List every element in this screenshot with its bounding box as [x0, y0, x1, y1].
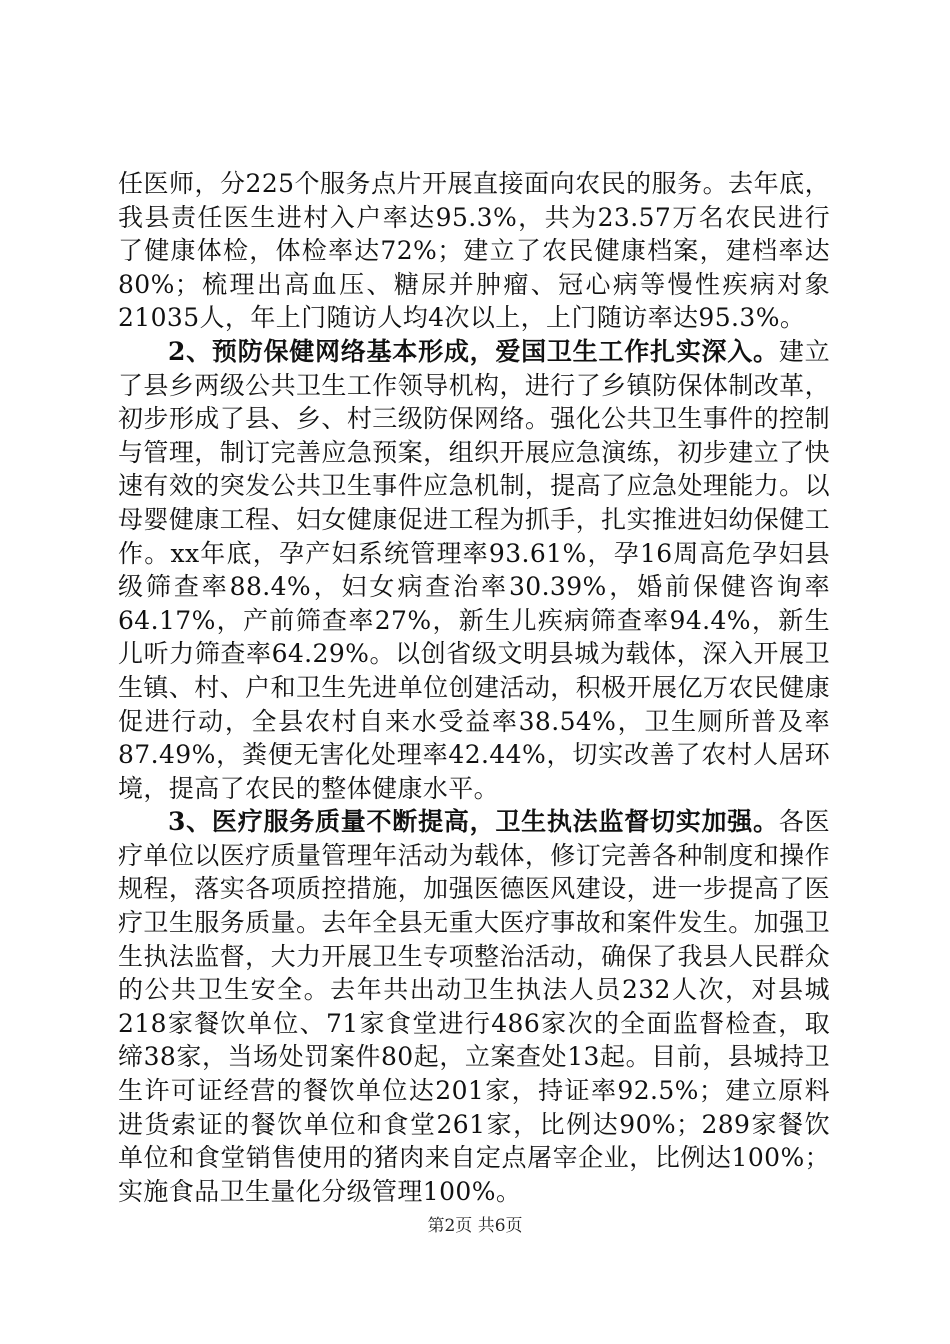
paragraph-1 [118, 167, 830, 335]
paragraph-2-text: 建立了县乡两级公共卫生工作领导机构，进行了乡镇防保体制改革，初步形成了县、乡、村三级防保网络。强化公共卫生事件的控制与管理，制订完善应急预案，组织开展应急演练，初步建立了快速有效的突发公共卫生事件应急机制，提高了应急处理能力。以母婴健康工程、妇女健康促进工程为抓手，扎实推进妇幼保健工作。xx年底，孕产妇系统管理率93.61%，孕16周高危孕妇县级筛查率88.4%，妇女病查治率30.39%，婚前保健咨询率64.17%，产前筛查率27%，新生儿疾病筛查率94.4%，新生儿听力筛查率64.29%。以创省级文明县城为载体，深入开展卫生镇、村、户和卫生先进单位创建活动，积极开展亿万农民健康促进行动，全县农村自来水受益率38.54%，卫生厕所普及率87.49%，粪便无害化处理率42.44%，切实改善了农村人居环境，提高了农民的整体健康水平。 [118, 336, 830, 803]
paragraph-1-text: 任医师，分225个服务点片开展直接面向农民的服务。去年底，我县责任医生进村入户率达95.3%，共为23.57万名农民进行了健康体检，体检率达72%；建立了农民健康档案，建档率达80%；梳理出高血压、糖尿并肿瘤、冠心病等慢性疾病对象21035人，年上门随访人均4次以上，上门随访率达95.3%。 [118, 169, 830, 333]
document-body [118, 167, 830, 1208]
page-number-label: 第2页 共6页 [427, 1216, 523, 1236]
paragraph-2-lead: 2、预防保健网络基本形成，爱国卫生工作扎实深入。 [168, 336, 779, 366]
paragraph-3 [118, 805, 830, 1208]
page-footer [0, 1215, 950, 1237]
paragraph-3-text: 各医疗单位以医疗质量管理年活动为载体，修订完善各种制度和操作规程，落实各项质控措施，加强医德医风建设，进一步提高了医疗卫生服务质量。去年全县无重大医疗事故和案件发生。加强卫生执法监督，大力开展卫生专项整治活动，确保了我县人民群众的公共卫生安全。去年共出动卫生执法人员232人次，对县城218家餐饮单位、71家食堂进行486家次的全面监督检查，取缔38家，当场处罚案件80起，立案查处13起。目前，县城持卫生许可证经营的餐饮单位达201家，持证率92.5%；建立原料进货索证的餐饮单位和食堂261家，比例达90%；289家餐饮单位和食堂销售使用的猪肉来自定点屠宰企业，比例达100%；实施食品卫生量化分级管理100%。 [118, 807, 830, 1206]
paragraph-2 [118, 335, 830, 805]
paragraph-3-lead: 3、医疗服务质量不断提高，卫生执法监督切实加强。 [168, 807, 779, 837]
